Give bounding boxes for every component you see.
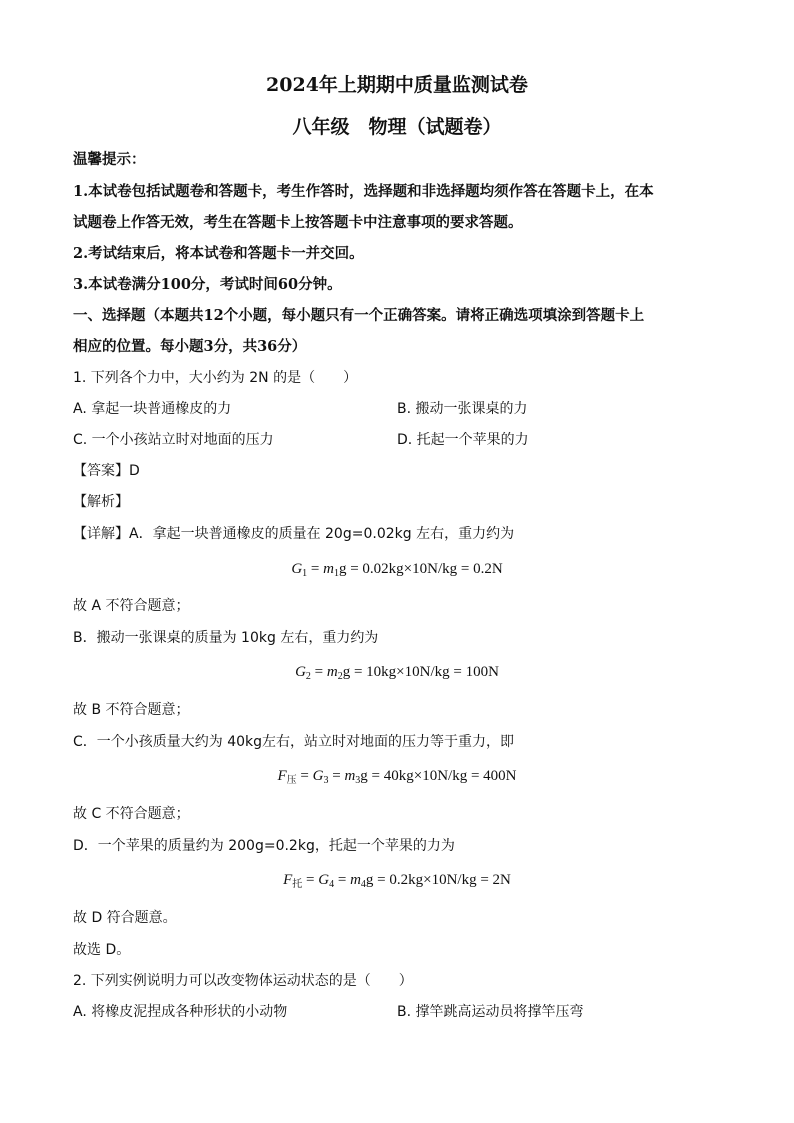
formula-c-m: m [344, 768, 356, 784]
question-1-detail-a [73, 524, 514, 544]
question-1-option-d: D. 托起一个苹果的力 [397, 432, 529, 448]
conclusion-c: 故 C 不符合题意； [73, 806, 190, 822]
formula-c-g: G [312, 768, 324, 784]
notice-item-3: 3.本试卷满分100分，考试时间60分钟。 [73, 276, 342, 293]
formula-d-lhs: F [283, 872, 293, 888]
section-1-heading-line-2: 相应的位置。每小题3分，共36分） [73, 338, 307, 355]
exam-title: 2024年上期期中质量监测试卷 [266, 74, 528, 96]
formula-a-m-sub: 1 [333, 568, 339, 579]
formula-d-rest: g = 0.2kg×10N/kg = 2N [365, 872, 511, 888]
formula-c-lhs-sub: 压 [286, 775, 297, 786]
formula-b-m: m [326, 664, 338, 680]
detail-a-text: A．拿起一块普通橡皮的质量在 20g=0.02kg 左右，重力约为 [129, 526, 515, 542]
formula-d-m: m [350, 872, 361, 888]
question-2-option-a: A. 将橡皮泥捏成各种形状的小动物 [73, 1004, 288, 1020]
formula-b-lhs-sub: 2 [305, 671, 311, 682]
detail-tag: 【详解】 [73, 526, 129, 542]
answer-value: D [129, 463, 140, 479]
question-1-option-a: A. 拿起一块普通橡皮的力 [73, 401, 232, 417]
formula-d-lhs-sub: 托 [292, 879, 303, 890]
formula-b-lhs: G [295, 664, 306, 680]
formula-d: $F_托 = G_4 = m_4g = 0.2kg\times 10N/kg = 2N$ [283, 872, 511, 890]
formula-d-g-sub: 4 [329, 879, 335, 890]
formula-c-m-sub: 3 [355, 775, 361, 786]
question-1-detail-b: B．搬动一张课桌的质量为 10kg 左右，重力约为 [73, 630, 379, 646]
question-2-stem: 2. 下列实例说明力可以改变物体运动状态的是（ ） [73, 973, 413, 989]
question-1-option-c: C. 一个小孩站立时对地面的压力 [73, 432, 274, 448]
section-1-heading-line-1: 一、选择题（本题共12个小题，每小题只有一个正确答案。请将正确选项填涂到答题卡上 [73, 307, 645, 324]
question-1-detail-c: C．一个小孩质量大约为 40kg左右，站立时对地面的压力等于重力，即 [73, 734, 515, 750]
conclusion-a: 故 A 不符合题意； [73, 598, 190, 614]
question-1-analysis-tag: 【解析】 [73, 494, 129, 510]
notice-item-2: 2.考试结束后，将本试卷和答题卡一并交回。 [73, 245, 364, 262]
question-1-stem: 1. 下列各个力中，大小约为 2N 的是（ ） [73, 370, 358, 386]
notice-item-1-line-1: 1.本试卷包括试题卷和答题卡，考生作答时，选择题和非选择题均须作答在答题卡上，在本 [73, 183, 654, 200]
exam-subtitle: 八年级 物理（试题卷） [292, 116, 502, 138]
formula-d-g: G [318, 872, 330, 888]
formula-c-g-sub: 3 [323, 775, 329, 786]
conclusion-b: 故 B 不符合题意； [73, 702, 190, 718]
question-1-detail-d: D．一个苹果的质量约为 200g=0.2kg，托起一个苹果的力为 [73, 838, 455, 854]
formula-a-rest: g = 0.02kg×10N/kg = 0.2N [338, 561, 503, 577]
question-1-final: 故选 D。 [73, 942, 131, 958]
answer-tag: 【答案】 [73, 463, 129, 479]
formula-b-m-sub: 2 [337, 671, 343, 682]
formula-a: $G_1 = m_1g = 0.02kg\times 10N/kg = 0.2N$ [291, 561, 503, 579]
notice-item-1-line-2: 试题卷上作答无效，考生在答题卡上按答题卡中注意事项的要求答题。 [73, 214, 523, 231]
formula-a-lhs: G [291, 561, 303, 577]
formula-a-m: m [323, 561, 334, 577]
formula-c: $F_压 = G_3 = m_3g = 40kg\times 10N/kg = 400N$ [277, 768, 517, 786]
question-1-answer [73, 461, 140, 481]
formula-c-rest: g = 40kg×10N/kg = 400N [360, 768, 517, 784]
formula-c-lhs: F [277, 768, 287, 784]
formula-a-lhs-sub: 1 [302, 568, 308, 579]
formula-d-m-sub: 4 [360, 879, 366, 890]
formula-b-rest: g = 10kg×10N/kg = 100N [342, 664, 499, 680]
question-1-option-b: B. 搬动一张课桌的力 [397, 401, 528, 417]
question-2-option-b: B. 撑竿跳高运动员将撑竿压弯 [397, 1004, 584, 1020]
notice-heading: 温馨提示： [73, 151, 146, 168]
formula-b: $G_2 = m_2g = 10kg\times 10N/kg = 100N$ [295, 664, 499, 682]
conclusion-d: 故 D 符合题意。 [73, 910, 177, 926]
